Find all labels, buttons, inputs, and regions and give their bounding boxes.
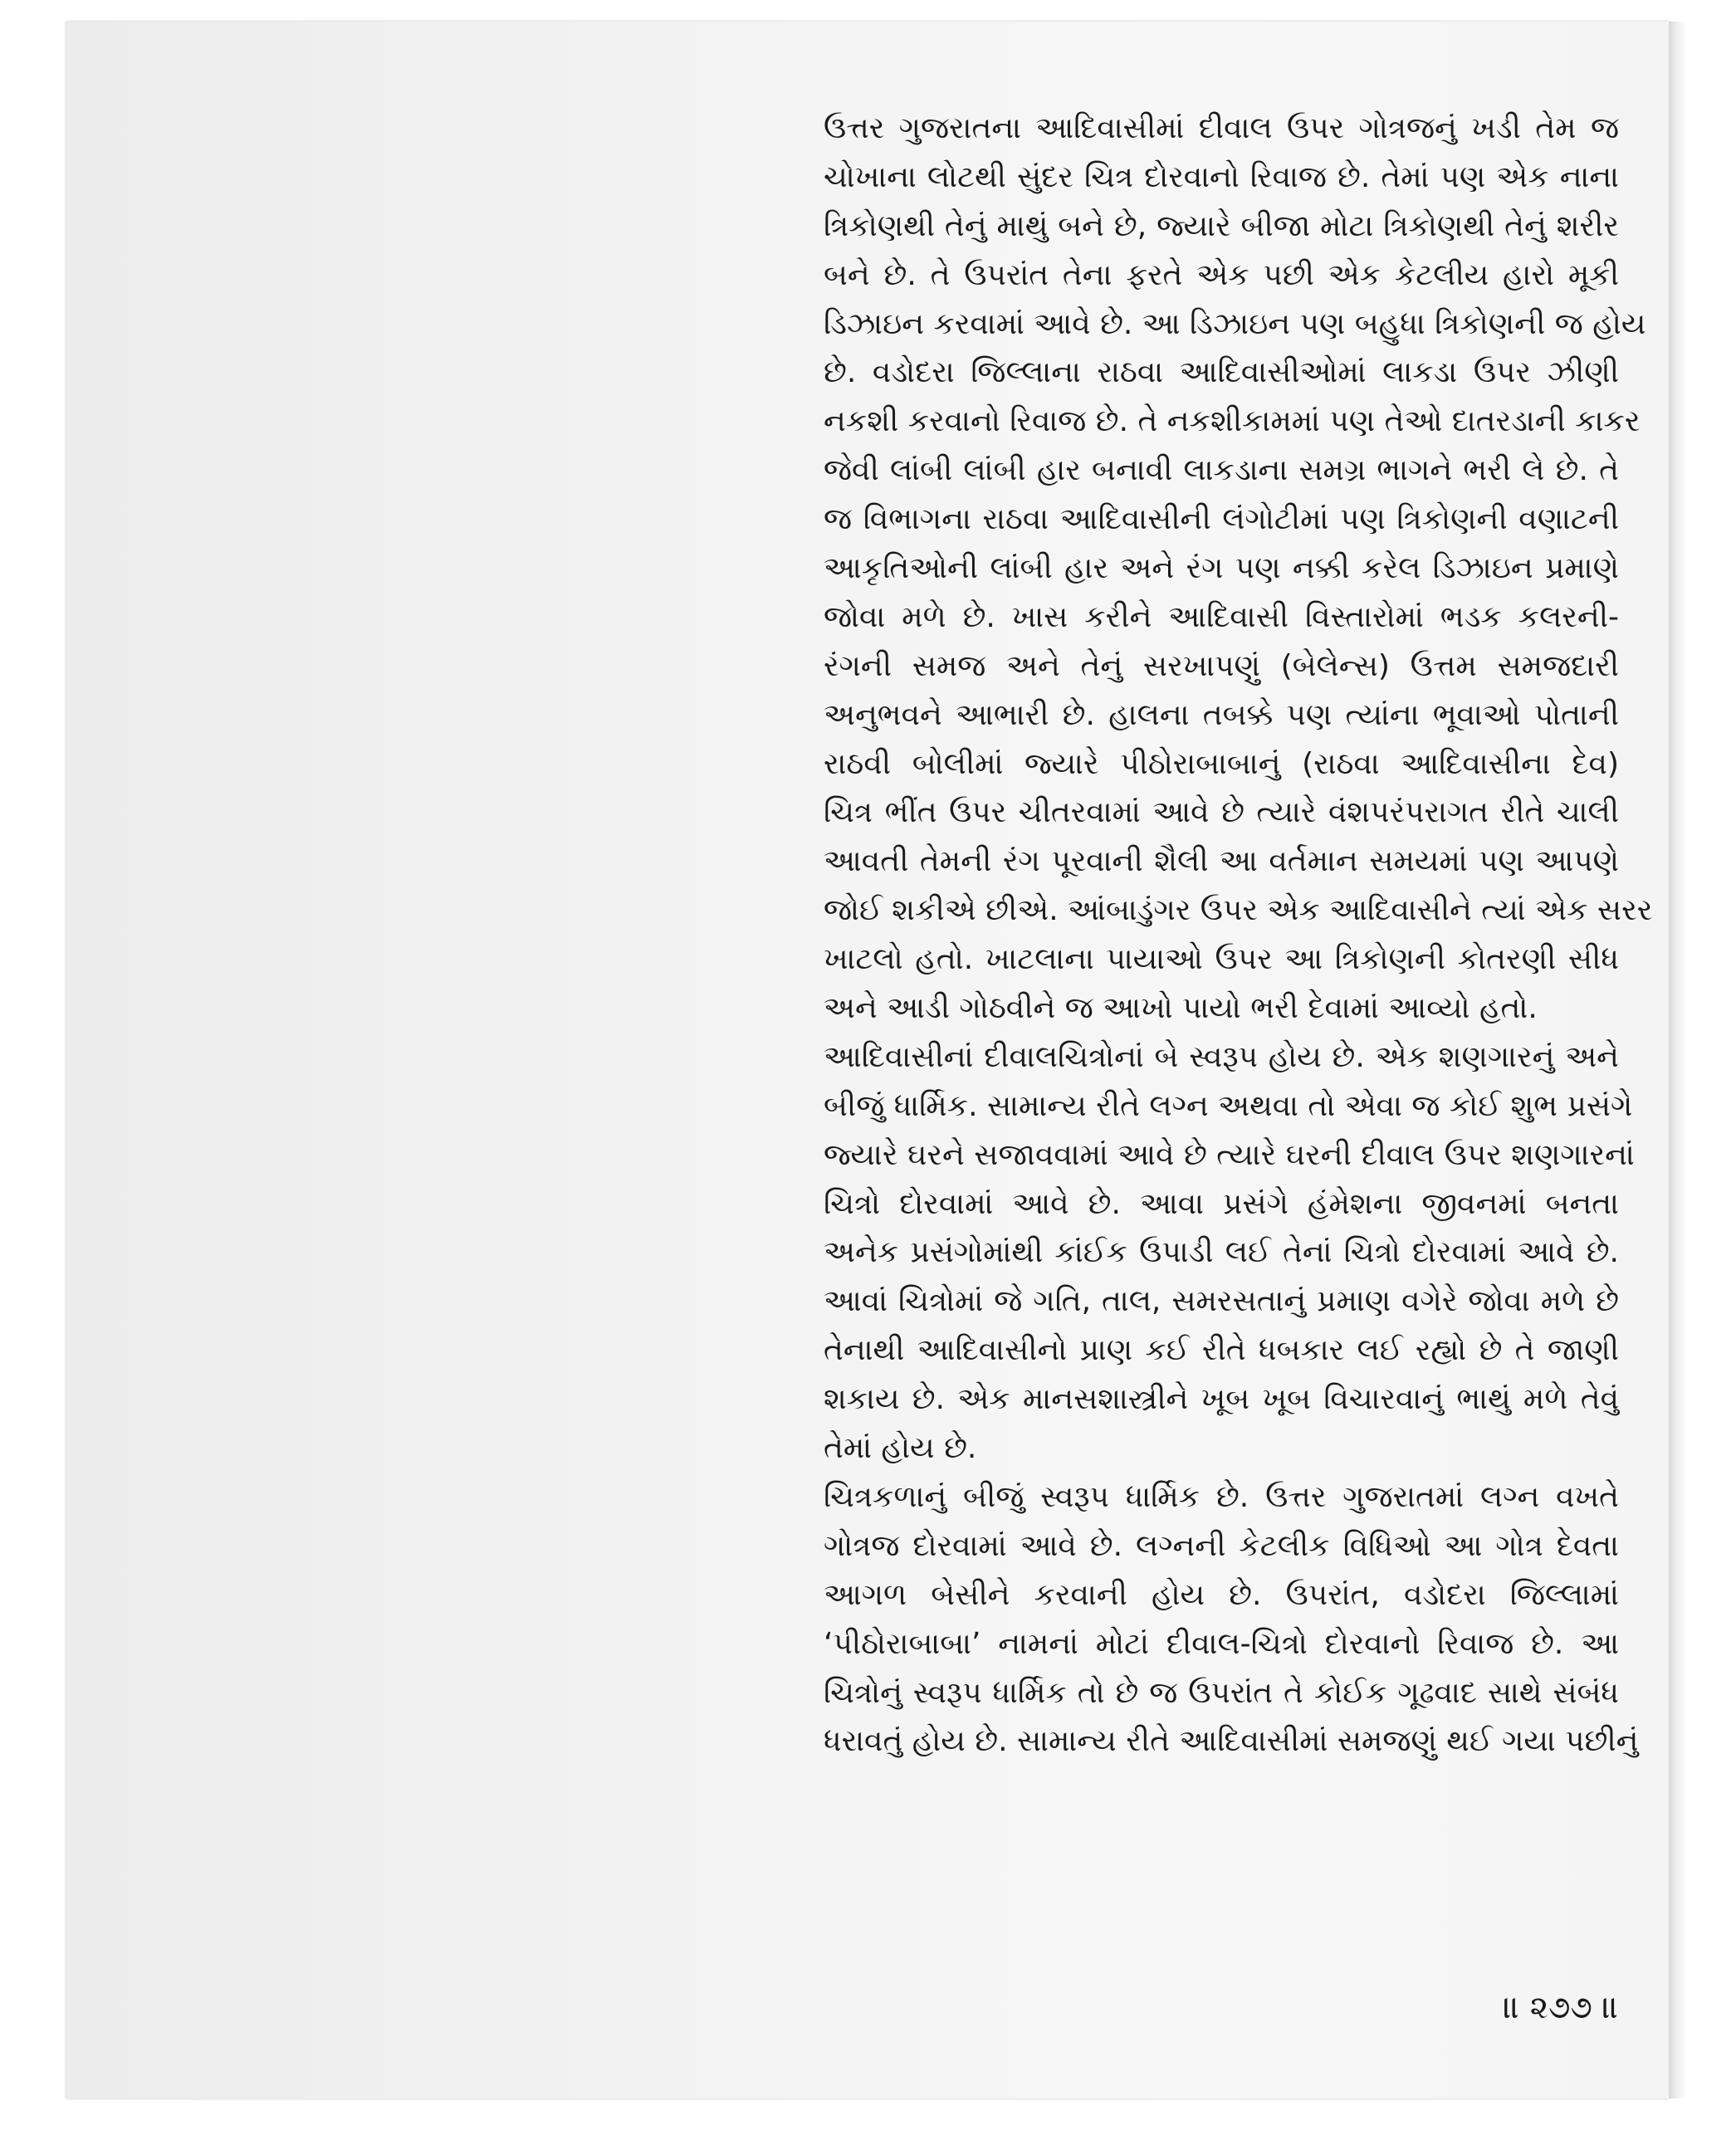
text-line: ગોત્રજ દોરવામાં આવે છે. લગ્નની કેટલીક વિધિઓ આ ગોત્ર દેવતા	[824, 1528, 1619, 1563]
text-line: જ વિભાગના રાઠવા આદિવાસીની લંગોટીમાં પણ ત્રિકોણની વણાટની	[824, 502, 1619, 537]
text-line: આવતી તેમની રંગ પૂરવાની શૈલી આ વર્તમાન સમયમાં પણ આપણે	[824, 844, 1619, 879]
text-line: રંગની સમજ અને તેનું સરખાપણું (બેલેન્સ) ઉત્તમ સમજદારી	[824, 648, 1619, 683]
text-line: આદિવાસીનાં દીવાલચિત્રોનાં બે સ્વરૂપ હોય છે. એક શણગારનું અને	[824, 1039, 1619, 1074]
text-line: ચિત્ર ભીંત ઉપર ચીતરવામાં આવે છે ત્યારે વંશપરંપરાગત રીતે ચાલી	[824, 795, 1619, 830]
text-line: અને આડી ગોઠવીને જ આખો પાયો ભરી દેવામાં આવ્યો હતો.	[824, 991, 1538, 1026]
text-line: ધરાવતું હોય છે. સામાન્ય રીતે આદિવાસીમાં સમજણું થઈ ગયા પછીનું	[824, 1724, 1639, 1759]
text-line: ત્રિકોણથી તેનું માથું બને છે, જ્યારે બીજા મોટા ત્રિકોણથી તેનું શરીર	[824, 208, 1619, 243]
text-line: રાઠવી બોલીમાં જ્યારે પીઠોરાબાબાનું (રાઠવા આદિવાસીના દેવ)	[824, 746, 1619, 781]
text-line: અનુભવને આભારી છે. હાલના તબક્કે પણ ત્યાંના ભૂવાઓ પોતાની	[824, 697, 1619, 732]
text-line: જોવા મળે છે. ખાસ કરીને આદિવાસી વિસ્તારોમાં ભડક કલરની-	[824, 599, 1619, 634]
text-line: જોઈ શકીએ છીએ. આંબાડુંગર ઉપર એક આદિવાસીને ત્યાં એક સરર	[824, 893, 1653, 928]
text-line: તેમાં હોય છે.	[824, 1431, 977, 1466]
text-line: ખાટલો હતો. ખાટલાના પાયાઓ ઉપર આ ત્રિકોણની કોતરણી સીધ	[824, 942, 1619, 977]
book-page	[66, 22, 1669, 2098]
text-line: ચિત્રકળાનું બીજું સ્વરૂપ ધાર્મિક છે. ઉત્તર ગુજરાતમાં લગ્ન વખતે	[824, 1479, 1619, 1514]
text-line: આવાં ચિત્રોમાં જે ગતિ, તાલ, સમરસતાનું પ્રમાણ વગેરે જોવા મળે છે	[824, 1284, 1619, 1319]
text-line: બને છે. તે ઉપરાંત તેના ફરતે એક પછી એક કેટલીય હારો મૂકી	[824, 257, 1619, 292]
text-line: શકાય છે. એક માનસશાસ્ત્રીને ખૂબ ખૂબ વિચારવાનું ભાથું મળે તેવું	[824, 1382, 1619, 1417]
text-line: ચોખાના લોટથી સુંદર ચિત્ર દોરવાનો રિવાજ છે. તેમાં પણ એક નાના	[824, 159, 1619, 194]
text-line: ચિત્રોનું સ્વરૂપ ધાર્મિક તો છે જ ઉપરાંત તે કોઈક ગૂઢવાદ સાથે સંબંધ	[824, 1675, 1619, 1710]
page-number: ॥ ૨૭૭ ॥	[1503, 1989, 1619, 2025]
text-line: ચિત્રો દોરવામાં આવે છે. આવા પ્રસંગે હંમેશના જીવનમાં બનતા	[824, 1186, 1619, 1221]
text-line: ઉત્તર ગુજરાતના આદિવાસીમાં દીવાલ ઉપર ગોત્રજનું ખડી તેમ જ	[824, 111, 1619, 145]
text-line: અનેક પ્રસંગોમાંથી કાંઈક ઉપાડી લઈ તેનાં ચિત્રો દોરવામાં આવે છે.	[824, 1235, 1619, 1270]
text-line: આકૃતિઓની લાંબી હાર અને રંગ પણ નક્કી કરેલ ડિઝાઇન પ્રમાણે	[824, 551, 1619, 586]
text-line: તેનાથી આદિવાસીનો પ્રાણ કઈ રીતે ધબકાર લઈ રહ્યો છે તે જાણી	[824, 1333, 1619, 1368]
text-line: ડિઝાઇન કરવામાં આવે છે. આ ડિઝાઇન પણ બહુધા ત્રિકોણની જ હોય	[824, 306, 1646, 341]
text-line: બીજું ધાર્મિક. સામાન્ય રીતે લગ્ન અથવા તો એવા જ કોઈ શુભ પ્રસંગે	[824, 1088, 1633, 1123]
text-line: ‘પીઠોરાબાબા’ નામનાં મોટાં દીવાલ-ચિત્રો દોરવાનો રિવાજ છે. આ	[824, 1626, 1619, 1661]
text-line: નકશી કરવાનો રિવાજ છે. તે નકશીકામમાં પણ તેઓ દાતરડાની કાકર	[824, 404, 1641, 439]
text-line: છે. વડોદરા જિલ્લાના રાઠવા આદિવાસીઓમાં લાકડા ઉપર ઝીણી	[824, 355, 1619, 390]
text-line: જેવી લાંબી લાંબી હાર બનાવી લાકડાના સમગ્ર ભાગને ભરી લે છે. તે	[824, 453, 1619, 488]
body-text	[824, 105, 1653, 1766]
text-line: જ્યારે ઘરને સજાવવામાં આવે છે ત્યારે ઘરની દીવાલ ઉપર શણગારનાં	[824, 1137, 1635, 1172]
text-line: આગળ બેસીને કરવાની હોય છે. ઉપરાંત, વડોદરા જિલ્લામાં	[824, 1577, 1619, 1612]
